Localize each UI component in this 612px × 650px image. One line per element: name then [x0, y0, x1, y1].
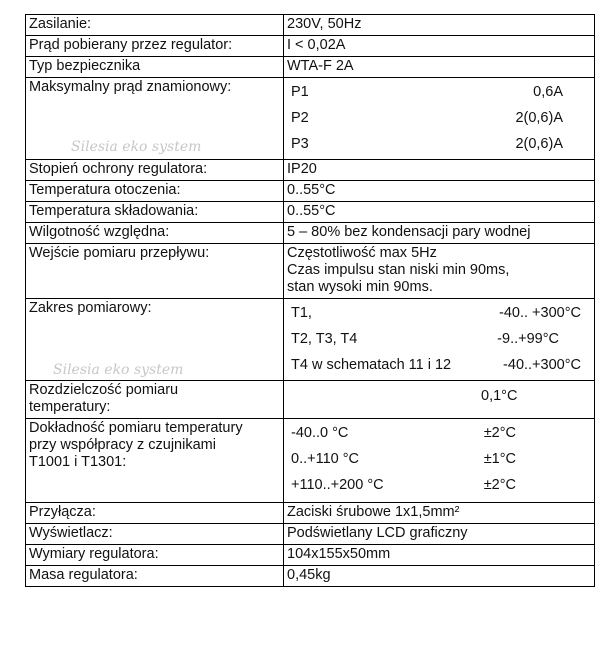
spec-row-humidity	[26, 223, 595, 244]
spec-label-line: Dokładność pomiaru temperatury	[29, 420, 243, 436]
spec-value	[284, 299, 595, 381]
spec-row-ambient-temperature	[26, 181, 595, 202]
spec-value: 0,45kg	[284, 566, 595, 587]
sub-value: 2(0,6)A	[515, 136, 563, 152]
spec-row-power-supply	[26, 15, 595, 36]
spec-row-measurement-range	[26, 299, 595, 381]
spec-row-fuse-type	[26, 57, 595, 78]
sub-item	[287, 131, 591, 157]
spec-value: 0..55°C	[284, 181, 595, 202]
spec-row-storage-temperature	[26, 202, 595, 223]
spec-value: IP20	[284, 160, 595, 181]
spec-row-protection-class	[26, 160, 595, 181]
spec-label-line: Rozdzielczość pomiaru	[29, 382, 179, 398]
spec-value	[284, 78, 595, 160]
spec-row-temperature-resolution	[26, 381, 595, 419]
spec-row-weight	[26, 566, 595, 587]
spec-value	[284, 419, 595, 503]
sub-value: -9..+99°C	[497, 331, 559, 347]
spec-value: Podświetlany LCD graficzny	[284, 524, 595, 545]
spec-label: Maksymalny prąd znamionowy:	[26, 78, 284, 160]
spec-row-dimensions	[26, 545, 595, 566]
spec-label	[26, 381, 284, 419]
spec-label: Wyświetlacz:	[26, 524, 284, 545]
sub-value: 0,1°C	[481, 388, 518, 404]
spec-row-max-rated-current	[26, 78, 595, 160]
sub-value: ±1°C	[483, 451, 516, 467]
spec-label-line: przy współpracy z czujnikami	[29, 437, 216, 453]
spec-value: 104x155x50mm	[284, 545, 595, 566]
spec-row-display	[26, 524, 595, 545]
spec-label: Wejście pomiaru przepływu:	[26, 244, 284, 299]
spec-label: Zasilanie:	[26, 15, 284, 36]
spec-value: WTA-F 2A	[284, 57, 595, 78]
spec-value: 5 – 80% bez kondensacji pary wodnej	[284, 223, 595, 244]
sub-name: P3	[291, 136, 309, 152]
spec-label-line: T1001 i T1301:	[29, 454, 127, 470]
spec-label: Zakres pomiarowy:	[26, 299, 284, 381]
specification-table	[25, 14, 595, 587]
sub-value: ±2°C	[483, 477, 516, 493]
spec-label: Prąd pobierany przez regulator:	[26, 36, 284, 57]
sub-value: 2(0,6)A	[515, 110, 563, 126]
sub-item	[287, 300, 591, 326]
sub-name: P2	[291, 110, 309, 126]
spec-value-line: stan wysoki min 90ms.	[287, 279, 433, 295]
spec-value: I < 0,02A	[284, 36, 595, 57]
spec-label: Wymiary regulatora:	[26, 545, 284, 566]
sub-name: T4 w schematach 11 i 12	[291, 357, 452, 373]
sub-name: +110..+200 °C	[291, 477, 384, 493]
sub-item	[287, 352, 591, 378]
spec-value	[284, 244, 595, 299]
spec-row-current-draw	[26, 36, 595, 57]
spec-row-measurement-accuracy	[26, 419, 595, 503]
spec-label	[26, 419, 284, 503]
spec-value: Zaciski śrubowe 1x1,5mm²	[284, 503, 595, 524]
spec-label: Wilgotność względna:	[26, 223, 284, 244]
spec-value-line: Czas impulsu stan niski min 90ms,	[287, 262, 510, 278]
sub-item	[287, 472, 591, 498]
spec-label: Przyłącza:	[26, 503, 284, 524]
spec-value: 230V, 50Hz	[284, 15, 595, 36]
sub-item	[287, 79, 591, 105]
sub-name: -40..0 °C	[291, 425, 349, 441]
spec-label-line: temperatury:	[29, 399, 111, 415]
spec-value: 0..55°C	[284, 202, 595, 223]
spec-label: Masa regulatora:	[26, 566, 284, 587]
watermark-text: Silesia eko system	[71, 139, 202, 155]
spec-row-connectors	[26, 503, 595, 524]
spec-label: Temperatura składowania:	[26, 202, 284, 223]
sub-name: T2, T3, T4	[291, 331, 358, 347]
spec-label: Temperatura otoczenia:	[26, 181, 284, 202]
sub-value: 0,6A	[533, 84, 563, 100]
watermark-text: Silesia eko system	[53, 362, 184, 378]
sub-name: 0..+110 °C	[291, 451, 360, 467]
sub-item	[287, 446, 591, 472]
spec-row-flow-input	[26, 244, 595, 299]
sub-value: -40..+300°C	[503, 357, 581, 373]
spec-value-line: Częstotliwość max 5Hz	[287, 245, 437, 261]
spec-label: Stopień ochrony regulatora:	[26, 160, 284, 181]
sub-value: ±2°C	[483, 425, 516, 441]
sub-name: T1,	[291, 305, 312, 321]
sub-name: P1	[291, 84, 309, 100]
spec-value	[284, 381, 595, 419]
spec-label: Typ bezpiecznika	[26, 57, 284, 78]
sub-item	[287, 326, 591, 352]
sub-item	[287, 105, 591, 131]
sub-value: -40.. +300°C	[499, 305, 581, 321]
sub-item	[287, 420, 591, 446]
